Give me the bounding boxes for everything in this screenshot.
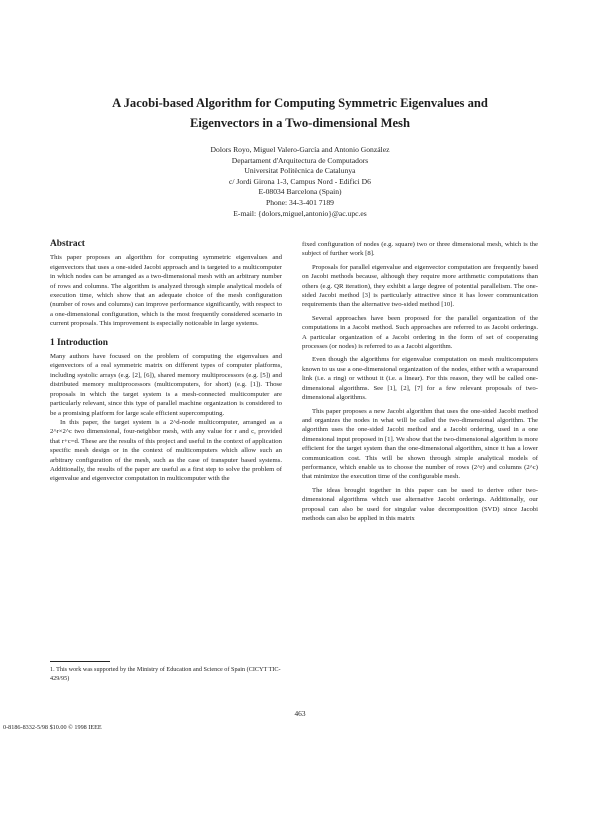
abstract-heading: Abstract <box>50 239 85 249</box>
introduction-heading: 1 Introduction <box>50 337 108 348</box>
left-column <box>50 240 282 484</box>
email-line: E-mail: {dolors,miguel,antonio}@ac.upc.es <box>233 208 367 218</box>
author-block <box>100 145 500 219</box>
paragraph: Even though the algorithms for eigenvalue computation on mesh multicomputers known to us use a one-dimensional organization of the nodes, either with a wraparound link (i.e. a ring) or without it (i.e. a linear). For this reason, they will be called one-dimensional algorithms. See [1], [2], [7] for a few relevant proposals of two-dimensional algorithms. <box>302 356 538 402</box>
paragraph: The ideas brought together in this paper can be used to derive other two-dimensional algorithms which use alternative Jacobi orderings. Additionally, our proposal can also be used for singular value decomposition (SVD) since Jacobi methods can also be applied in this matrix <box>302 486 538 522</box>
title-line-1: A Jacobi-based Algorithm for Computing Symmetric Eigenvalues and <box>112 96 488 110</box>
intro-paragraph: In this paper, the target system is a 2^d-node multicomputer, arranged as a 2^r×2^c two dimensional, four-neighbor mesh, with any value for r and c, provided that r+c=d. These are the results of this project and useful in the context of application specific mesh design or in the context of multicomputers which allow such an arbitrary configuration of the mesh, such as the case of transputer based systems. Additionally, the results of the paper are useful as a first step to solve the problem of eigenvalue and eigenvector computation in multicomputer with the <box>50 418 282 483</box>
phone-line: Phone: 34-3-401 7189 <box>266 197 334 207</box>
footnote-rule <box>50 661 110 662</box>
abstract-text: This paper proposes an algorithm for computing symmetric eigenvalues and eigenvectors that uses a one-sided Jacobi approach and is targeted to a multicomputer in which nodes can be arranged as a two-dimensional mesh with an arbitrary number of rows and columns. The algorithm is analyzed through simple analytical models of execution time, which show that an adequate choice of the mesh configuration (number of rows and columns) can improve performance significantly, with respect to a one-dimensional configuration, which is the most frequently considered scenario in current proposals. This improvement is especially noticeable in large systems. <box>50 254 282 328</box>
footnote: 1. This work was supported by the Ministry of Education and Science of Spain (CICYT TIC-429/95) <box>50 666 281 682</box>
author-names: Dolors Royo, Miguel Valero-García and Antonio González <box>210 145 390 154</box>
affiliation-line: Universitat Politècnica de Catalunya <box>244 166 356 176</box>
title-line-2: Eigenvectors in a Two-dimensional Mesh <box>190 116 410 130</box>
copyright-notice: 0-8186-8332-5/98 $10.00 © 1998 IEEE <box>3 724 102 731</box>
page-number: 463 <box>294 709 306 718</box>
paragraph: Several approaches have been proposed for the parallel organization of the computations in a Jacobi method. Such approaches are referred to as Jacobi orderings. A particular organization of a Jacobi ordering in the form of set of cooperating processes (or nodes) is referred to as a Jacobi algorithm. <box>302 314 538 351</box>
right-column <box>302 240 538 523</box>
paper-title <box>40 93 560 133</box>
intro-paragraph: Many authors have focused on the problem of computing the eigenvalues and eigenvectors of a real symmetric matrix on different types of computer platforms, including systolic arrays (e.g. [2], [6]), shared memory multiprocessors (e.g. [5]) and distributed memory multiprocessors (multicomputers, for short) (e.g. [1]). Those proposals in which the target system is a mesh-connected multicomputer are particularly relevant, since this type of parallel machine organization is considered to be a promising platform for large scale efficient supercomputing. <box>50 353 282 417</box>
paragraph: This paper proposes a new Jacobi algorithm that uses the one-sided Jacobi method and organizes the nodes in what will be called the two-dimensional algorithm. The algorithm uses the one-sided Jacobi method and a Jacobi ordering, used in a one dimensional input proposed in [1]. We show that the two-dimensional algorithm is more efficient for the target system than the one-dimensional algorithm, since it has a lower communication cost. This will be shown through simple analytical models of performance, which enable us to choose the number of rows (2^r) and columns (2^c) that minimize the execution time of the configurable mesh. <box>302 407 538 481</box>
affiliation-line: Departament d'Arquitectura de Computadors <box>231 155 369 165</box>
address-line: E-08034 Barcelona (Spain) <box>258 187 342 197</box>
paragraph: Proposals for parallel eigenvalue and eigenvector computation are frequently based on Jacobi methods because, although they require more arithmetic computations than others (e.g. QR iteration), they exhibit a large degree of potential parallelism. The one-sided Jacobi method [3] is particularly attractive since it has lower communication requirements than the alternative two-sided method [10]. <box>302 263 538 309</box>
address-line: c/ Jordi Girona 1-3, Campus Nord - Edifici D6 <box>229 176 371 186</box>
paragraph: fixed configuration of nodes (e.g. square) two or three dimensional mesh, which is the subject of further work [8]. <box>302 241 538 258</box>
